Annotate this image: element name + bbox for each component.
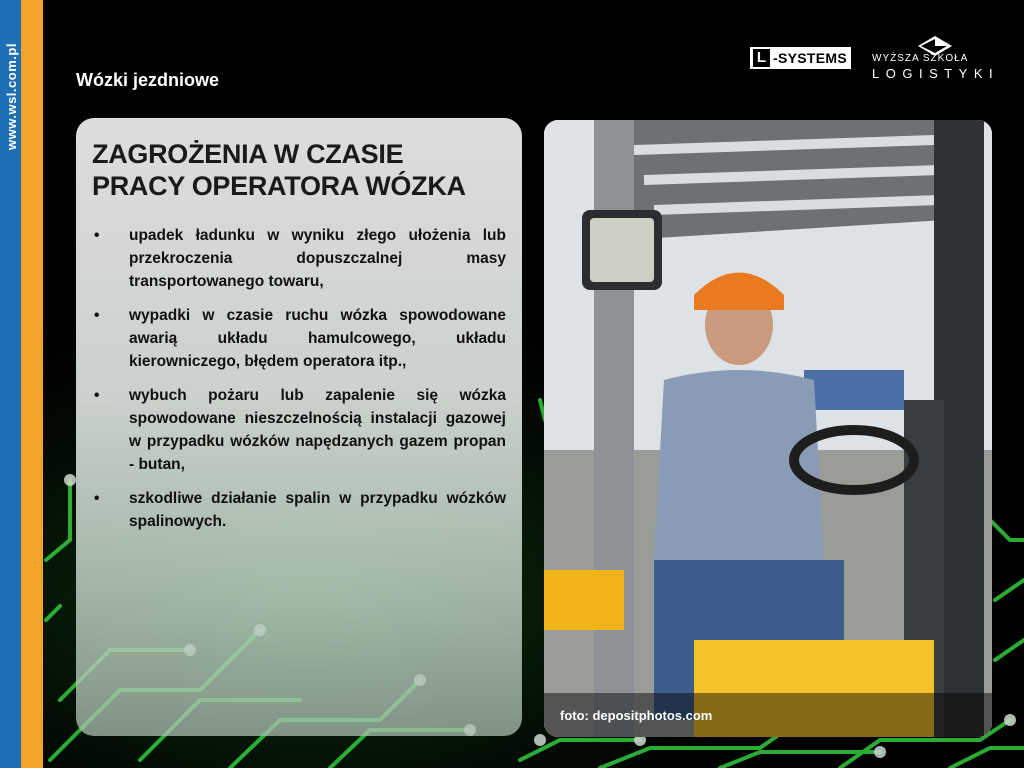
- orange-stripe: [21, 0, 43, 768]
- section-title: Wózki jezdniowe: [76, 70, 220, 90]
- bullet-dot: •: [94, 227, 100, 244]
- wsl-logo-bottom: LOGISTYKI: [872, 66, 1000, 81]
- lsystems-logo-text: -SYSTEMS: [773, 50, 847, 66]
- bullet-item: [94, 304, 506, 373]
- bullet-item: [94, 487, 506, 533]
- slide-title: [92, 138, 512, 202]
- bullet-dot: •: [94, 307, 100, 324]
- bullet-text: szkodliwe działanie spalin w przypadku wózków spalinowych.: [129, 490, 506, 530]
- bullet-text: wybuch pożaru lub zapalenie się wózka spowodowane nieszczelnością instalacji gazowej w przypadku wózków napędzanych gazem propan - butan,: [129, 387, 506, 473]
- bullet-dot: •: [94, 490, 100, 507]
- lsystems-logo-letter: L: [753, 49, 770, 67]
- bullet-dot: •: [94, 387, 100, 404]
- photo-caption: foto: depositphotos.com: [560, 708, 713, 723]
- bullet-list: [94, 224, 506, 544]
- forklift-operator-photo: [544, 120, 992, 737]
- bullet-item: [94, 224, 506, 293]
- forklift-scene-illustration: [544, 120, 992, 737]
- side-url: www.wsl.com.pl: [4, 43, 19, 150]
- content-panel: [76, 118, 522, 736]
- bullet-text: wypadki w czasie ruchu wózka spowodowane awarią układu hamulcowego, układu kierowniczego, błędem operatora itp.,: [129, 307, 506, 370]
- lsystems-logo: [750, 47, 851, 69]
- bullet-text: upadek ładunku w wyniku złego ułożenia lub przekroczenia dopuszczalnej masy transportowanego towaru,: [129, 227, 506, 290]
- wsl-logo-top: WYŻSZA SZKOŁA: [872, 53, 969, 64]
- slide-title-line1: ZAGROŻENIA W CZASIE: [92, 139, 404, 169]
- wsl-logo: [862, 36, 1002, 84]
- slide-title-line2: PRACY OPERATORA WÓZKA: [92, 171, 466, 201]
- bullet-item: [94, 384, 506, 476]
